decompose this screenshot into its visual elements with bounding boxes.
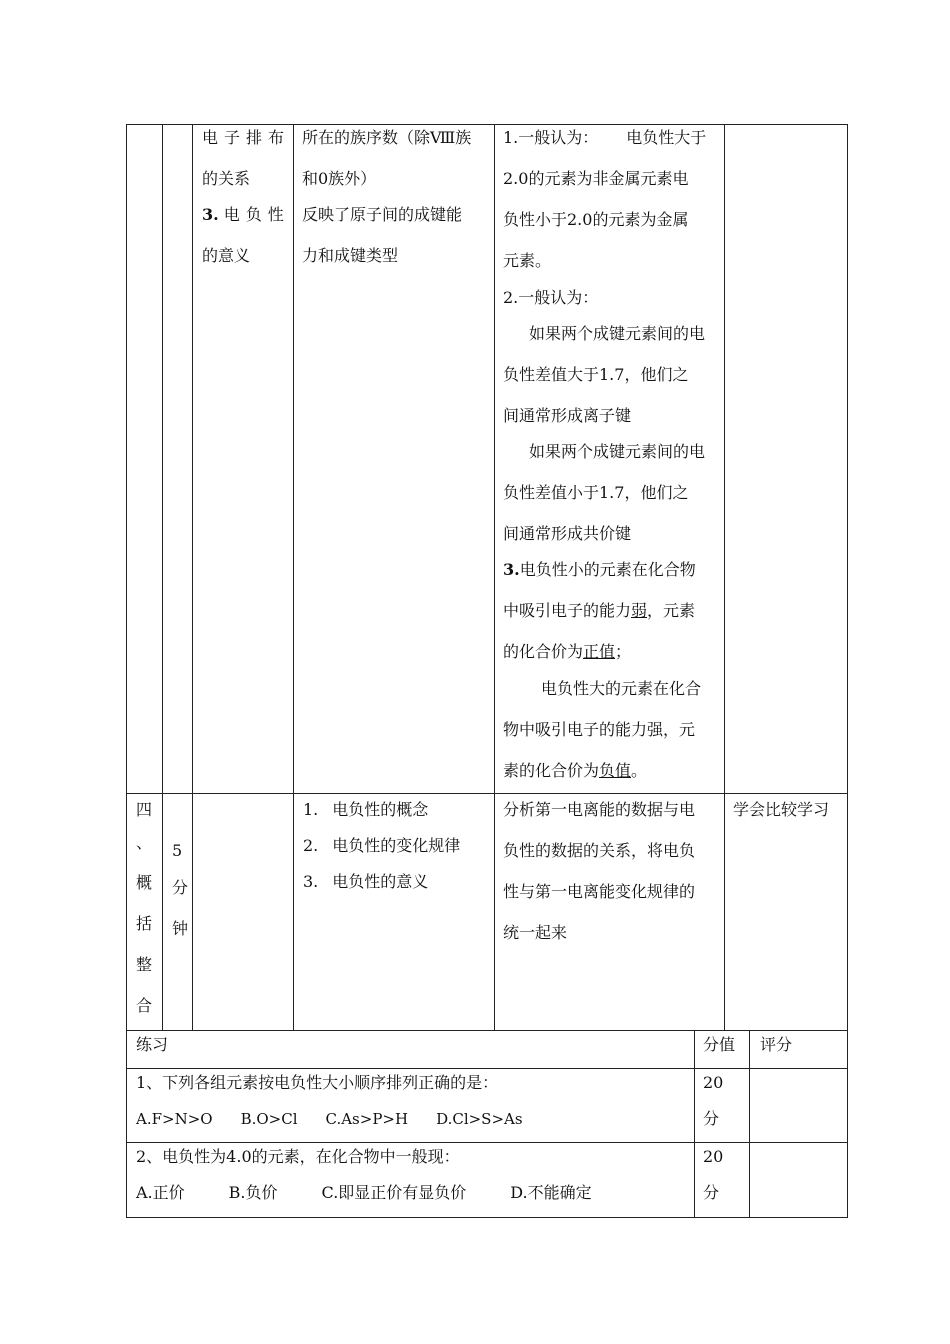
table-border-top xyxy=(126,124,848,125)
topic-number: 3. xyxy=(202,205,219,224)
topic-text: 电负性 xyxy=(223,205,290,224)
table-border-bottom xyxy=(126,1217,848,1218)
content-cell-line: 所在的族序数（除Ⅷ族 xyxy=(302,128,472,147)
option-b: B.O>Cl xyxy=(240,1110,298,1128)
content-cell-line: 力和成键类型 xyxy=(302,246,399,265)
question-2-options xyxy=(136,1183,592,1203)
time-char: 钟 xyxy=(172,919,189,938)
topic-cell-line: 电子排布 xyxy=(202,128,291,147)
analysis-line: 统一起来 xyxy=(503,923,568,942)
stage-char: 四 xyxy=(136,800,153,819)
stage-char: 概 xyxy=(136,873,153,892)
summary-goal: 学会比较学习 xyxy=(733,800,830,819)
question-2-text: 2、电负性为4.0的元素，在化合物中一般现： xyxy=(136,1147,460,1166)
summary-point xyxy=(303,836,460,856)
score-header: 分值 xyxy=(703,1035,736,1054)
question-1-score: 20 xyxy=(703,1073,724,1092)
table-divider xyxy=(494,124,495,1031)
activity-cell-line xyxy=(503,761,647,781)
activity-cell-line: 负性小于2.0的元素为金属 xyxy=(503,210,689,229)
activity-cell-line: 2.0的元素为非金属元素电 xyxy=(503,169,689,188)
time-char: 分 xyxy=(172,878,189,897)
content-cell-line: 和0族外） xyxy=(302,169,377,188)
stage-char: 整 xyxy=(136,955,153,974)
table-divider xyxy=(162,124,163,1031)
exercise-title: 练习 xyxy=(136,1035,169,1054)
activity-text: ； xyxy=(615,642,632,661)
activity-cell-line: 负性差值小于1.7，他们之 xyxy=(503,483,689,502)
summary-point xyxy=(303,872,428,892)
table-divider xyxy=(126,1142,848,1143)
activity-cell-line: 如果两个成键元素间的电 xyxy=(529,442,706,461)
activity-cell-line: 物中吸引电子的能力强，元 xyxy=(503,720,696,739)
question-1-text: 1、下列各组元素按电负性大小顺序排列正确的是： xyxy=(136,1073,499,1092)
table-divider xyxy=(126,1068,848,1069)
topic-cell-line xyxy=(202,205,290,225)
stage-char: 、 xyxy=(136,833,153,852)
question-2-score: 20 xyxy=(703,1147,724,1166)
activity-number: 3. xyxy=(503,560,520,579)
activity-cell-line xyxy=(503,128,706,148)
activity-cell-line: 间通常形成离子键 xyxy=(503,406,632,425)
question-2-score-unit: 分 xyxy=(703,1183,720,1202)
point-number: 2. xyxy=(303,836,319,855)
option-c: C.即显正价有显负价 xyxy=(321,1183,467,1202)
activity-text: 。 xyxy=(631,761,648,780)
stage-char: 括 xyxy=(136,914,153,933)
option-d: D.不能确定 xyxy=(510,1183,592,1202)
point-number: 3. xyxy=(303,872,319,891)
underlined-answer: 弱 xyxy=(631,601,648,620)
option-d: D.Cl>S>As xyxy=(436,1110,523,1128)
table-divider xyxy=(192,124,193,1031)
time-char: 5 xyxy=(172,841,183,860)
point-text: 电负性的意义 xyxy=(332,872,429,891)
activity-cell-line xyxy=(503,560,696,580)
activity-text: 素的化合价为 xyxy=(503,761,600,780)
summary-point xyxy=(303,800,428,820)
underlined-answer: 正值 xyxy=(583,642,616,661)
question-1-options xyxy=(136,1109,523,1129)
grade-header: 评分 xyxy=(760,1035,793,1054)
activity-cell-line xyxy=(503,642,631,662)
table-divider xyxy=(694,1030,695,1218)
activity-cell-line: 间通常形成共价键 xyxy=(503,524,632,543)
table-divider xyxy=(126,1030,848,1031)
stage-char: 合 xyxy=(136,996,153,1015)
table-border-right xyxy=(847,124,848,1218)
content-cell-line: 反映了原子间的成键能 xyxy=(302,205,463,224)
analysis-line: 性与第一电离能变化规律的 xyxy=(503,882,696,901)
table-divider xyxy=(293,124,294,1031)
topic-cell-line: 的关系 xyxy=(202,169,251,188)
analysis-line: 负性的数据的关系，将电负 xyxy=(503,841,696,860)
activity-text: 的化合价为 xyxy=(503,642,584,661)
point-text: 电负性的概念 xyxy=(332,800,429,819)
activity-text: 电负性大于 xyxy=(626,128,707,147)
activity-text: 1.一般认为： xyxy=(503,128,599,147)
analysis-line: 分析第一电离能的数据与电 xyxy=(503,800,696,819)
option-a: A.正价 xyxy=(136,1183,185,1202)
table-divider xyxy=(126,793,848,794)
question-1-score-unit: 分 xyxy=(703,1109,720,1128)
point-text: 电负性的变化规律 xyxy=(332,836,461,855)
option-b: B.负价 xyxy=(228,1183,278,1202)
activity-text: ，元素 xyxy=(647,601,696,620)
table-border-left xyxy=(126,124,127,1218)
table-divider xyxy=(749,1030,750,1218)
point-number: 1. xyxy=(303,800,319,819)
activity-text: 中吸引电子的能力 xyxy=(503,601,632,620)
activity-cell-line: 元素。 xyxy=(503,251,552,270)
activity-text: 电负性小的元素在化合物 xyxy=(519,560,696,579)
activity-cell-line xyxy=(503,601,695,621)
option-c: C.As>P>H xyxy=(325,1110,409,1128)
underlined-answer: 负值 xyxy=(599,761,632,780)
table-divider xyxy=(724,124,725,1031)
activity-cell-line: 负性差值大于1.7，他们之 xyxy=(503,365,689,384)
activity-cell-line: 电负性大的元素在化合 xyxy=(541,679,702,698)
activity-cell-line: 2.一般认为： xyxy=(503,288,599,307)
activity-cell-line: 如果两个成键元素间的电 xyxy=(529,324,706,343)
topic-cell-line: 的意义 xyxy=(202,246,251,265)
option-a: A.F>N>O xyxy=(136,1110,213,1128)
